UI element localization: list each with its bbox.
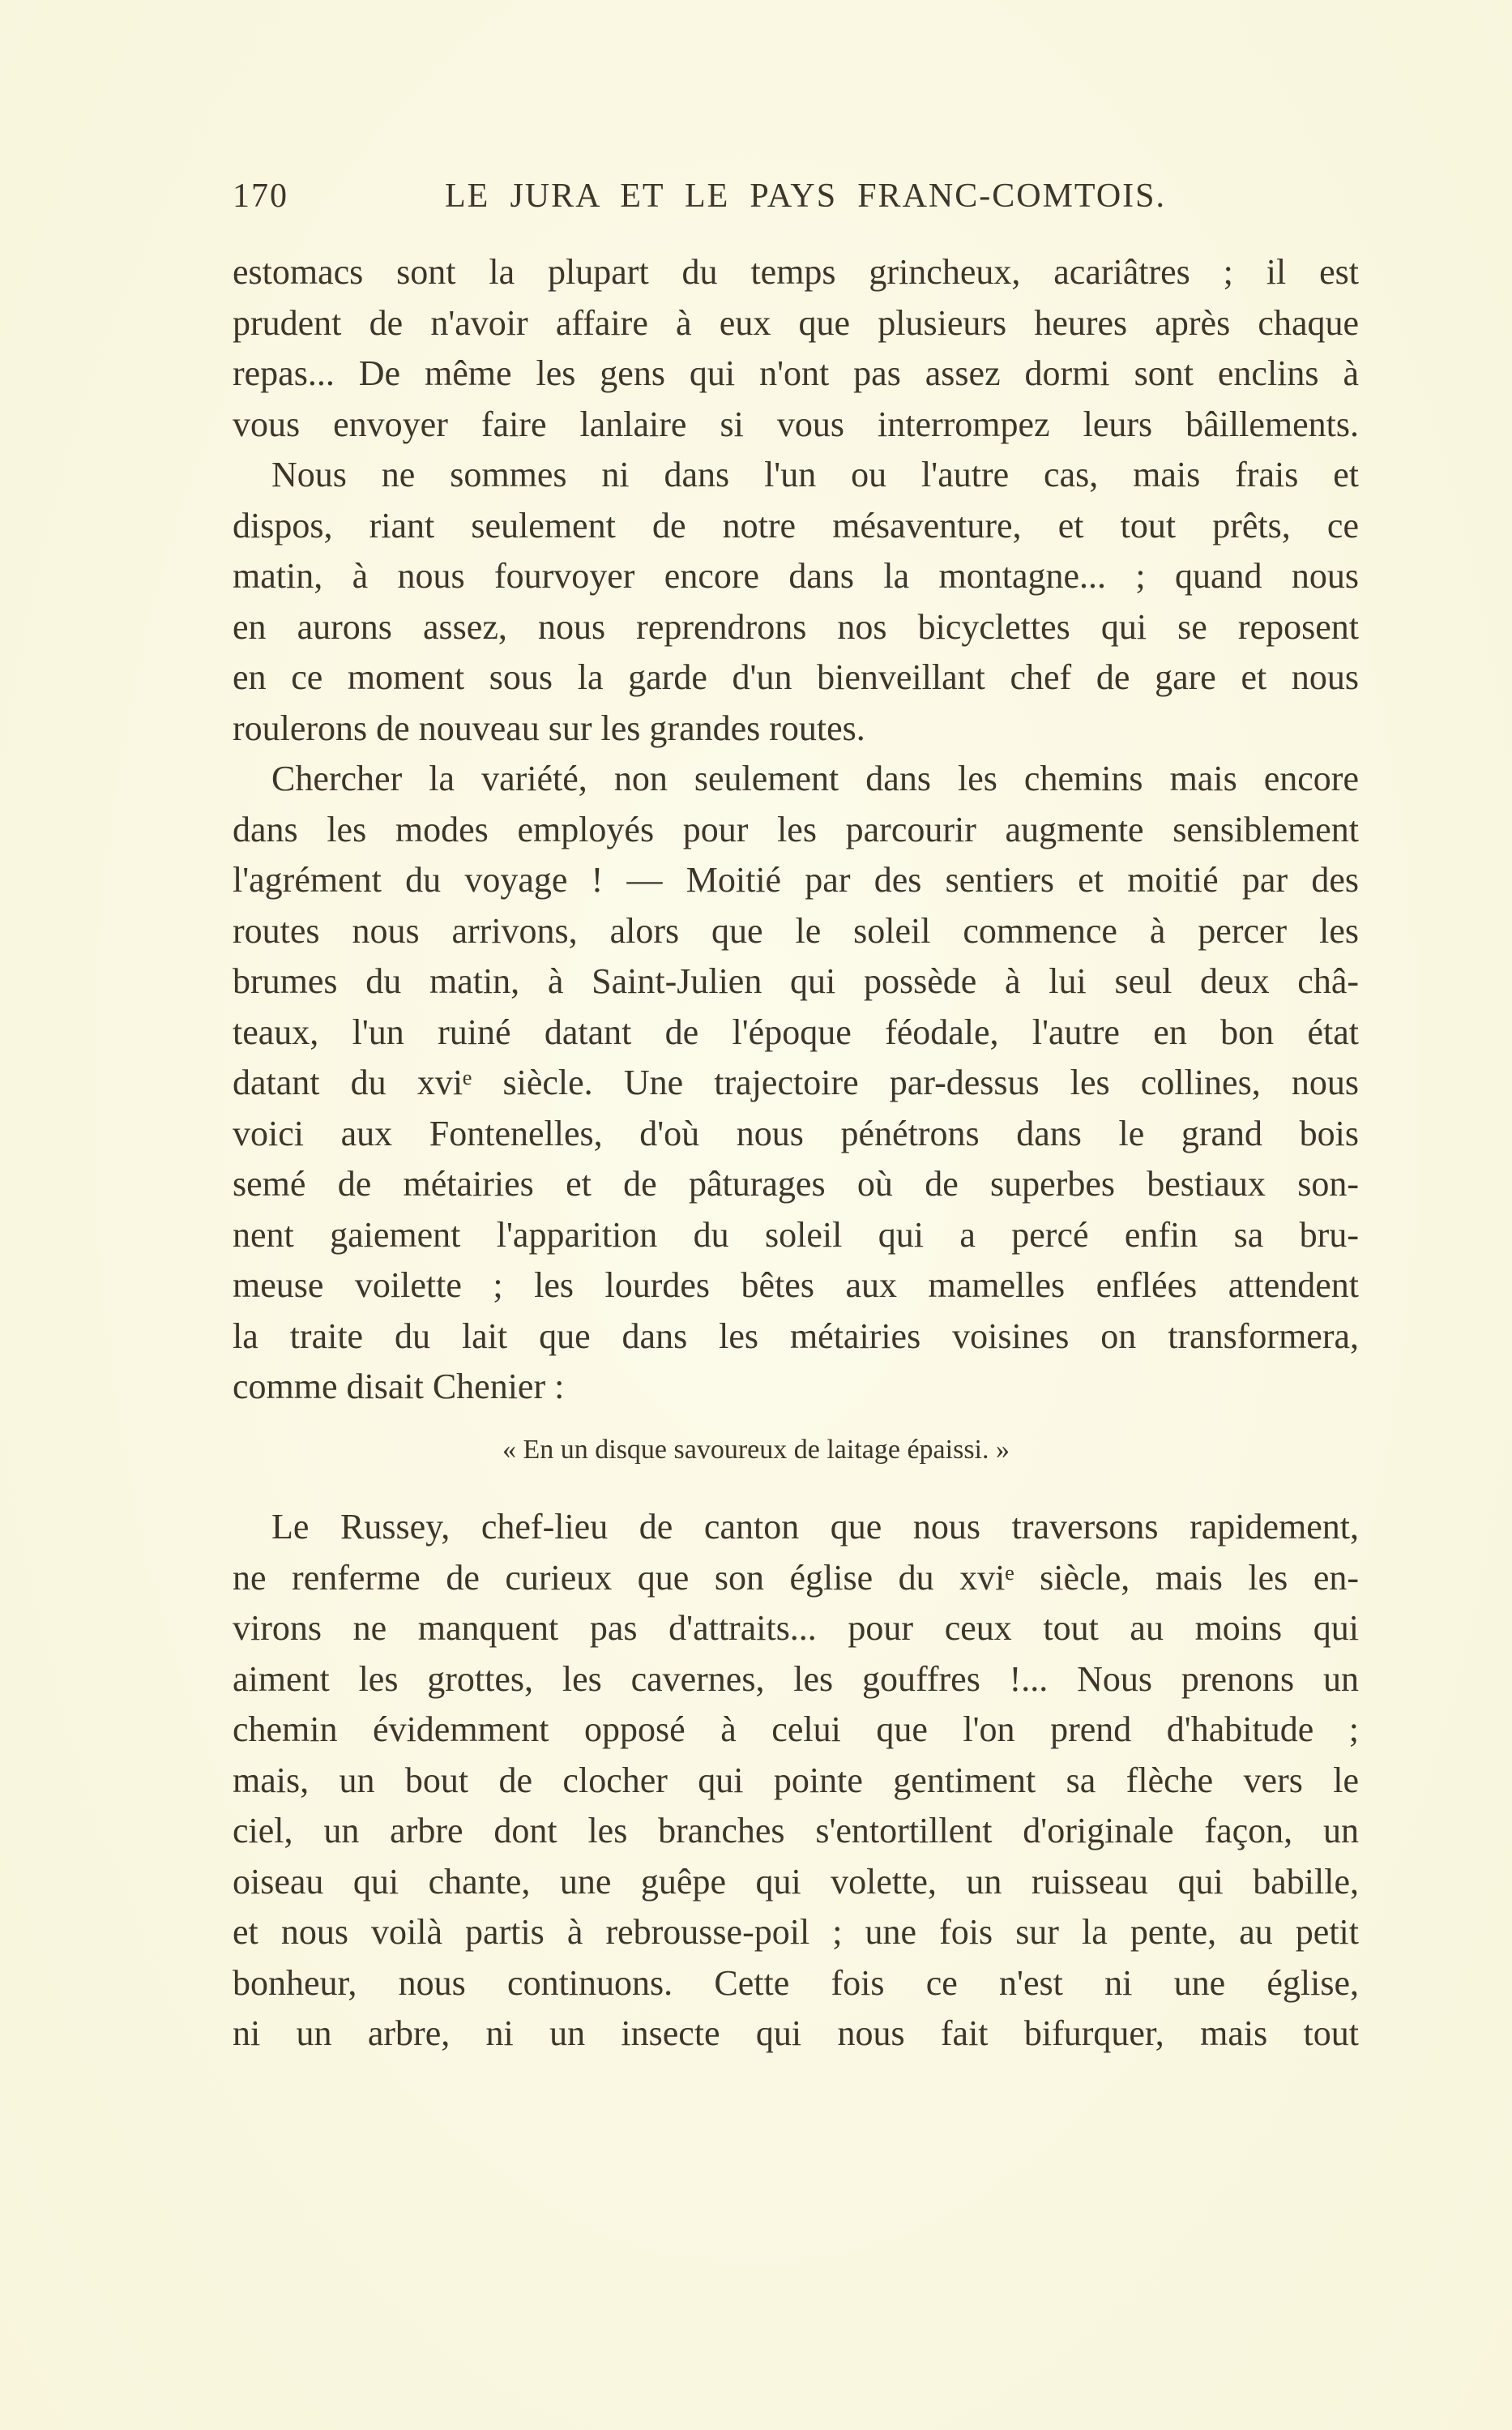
text-line: en aurons assez, nous reprendrons nos bicyclettes qui se reposent <box>233 606 1359 647</box>
text-line: chemin évidemment opposé à celui que l'on prend d'habitude ; <box>233 1709 1359 1749</box>
text-line: repas... De même les gens qui n'ont pas assez dormi sont enclins à <box>233 353 1359 393</box>
text-line: meuse voilette ; les lourdes bêtes aux mamelles enflées attendent <box>233 1265 1359 1305</box>
text-line: l'agrément du voyage ! — Moitié par des sentiers et moitié par des <box>233 860 1359 900</box>
text-line: estomacs sont la plupart du temps grincheux, acariâtres ; il est <box>233 252 1359 292</box>
text-line: bonheur, nous continuons. Cette fois ce n'est ni une église, <box>233 1962 1359 2003</box>
text-line: Le Russey, chef-lieu de canton que nous traversons rapidement, <box>271 1507 1359 1547</box>
text-line: routes nous arrivons, alors que le soleil commence à percer les <box>233 910 1359 951</box>
text-line: mais, un bout de clocher qui pointe gentiment sa flèche vers le <box>233 1760 1359 1800</box>
text-line: semé de métairies et de pâturages où de superbes bestiaux son- <box>233 1164 1359 1204</box>
text-line: matin, à nous fourvoyer encore dans la montagne... ; quand nous <box>233 556 1359 596</box>
text-line: la traite du lait que dans les métairies voisines on transformera, <box>233 1316 1359 1356</box>
text-line: aiment les grottes, les cavernes, les gouffres !... Nous prenons un <box>233 1658 1359 1699</box>
text-line: teaux, l'un ruiné datant de l'époque féodale, l'autre en bon état <box>233 1012 1359 1052</box>
text-line: Nous ne sommes ni dans l'un ou l'autre cas, mais frais et <box>271 455 1359 494</box>
text-line: oiseau qui chante, une guêpe qui volette, un ruisseau qui babille, <box>233 1861 1359 1902</box>
text-line: prudent de n'avoir affaire à eux que plusieurs heures après chaque <box>233 302 1359 343</box>
text-line: virons ne manquent pas d'attraits... pour ceux tout au moins qui <box>233 1608 1359 1648</box>
text-line: Chercher la variété, non seulement dans les chemins mais encore <box>271 759 1359 798</box>
page-number: 170 <box>233 178 288 215</box>
text-line: vous envoyer faire lanlaire si vous interrompez leurs bâillements. <box>233 404 1359 444</box>
text-line: ciel, un arbre dont les branches s'entortillent d'originale façon, un <box>233 1811 1359 1850</box>
text-line: comme disait Chenier : <box>233 1367 565 1406</box>
text-line: voici aux Fontenelles, d'où nous pénétrons dans le grand bois <box>233 1113 1359 1153</box>
text-line: brumes du matin, à Saint-Julien qui possède à lui seul deux châ- <box>233 961 1359 1001</box>
text-line: ne renferme de curieux que son église du xviᵉ siècle, mais les en- <box>233 1557 1359 1598</box>
text-line: et nous voilà partis à rebrousse-poil ; une fois sur la pente, au petit <box>233 1912 1359 1952</box>
text-line: ni un arbre, ni un insecte qui nous fait bifurquer, mais tout <box>233 2013 1359 2053</box>
text-line: roulerons de nouveau sur les grandes routes. <box>233 708 865 748</box>
text-line: datant du xviᵉ siècle. Une trajectoire par-dessus les collines, nous <box>233 1063 1359 1102</box>
text-line: dans les modes employés pour les parcourir augmente sensiblement <box>233 809 1359 849</box>
verse-quote: « En un disque savoureux de laitage épaissi. » <box>502 1435 1010 1465</box>
text-line: dispos, riant seulement de notre mésaventure, et tout prêts, ce <box>233 505 1359 545</box>
text-line: nent gaiement l'apparition du soleil qui a percé enfin sa bru- <box>233 1214 1359 1255</box>
text-line: en ce moment sous la garde d'un bienveillant chef de gare et nous <box>233 657 1359 697</box>
running-title: LE JURA ET LE PAYS FRANC-COMTOIS. <box>445 178 1166 215</box>
